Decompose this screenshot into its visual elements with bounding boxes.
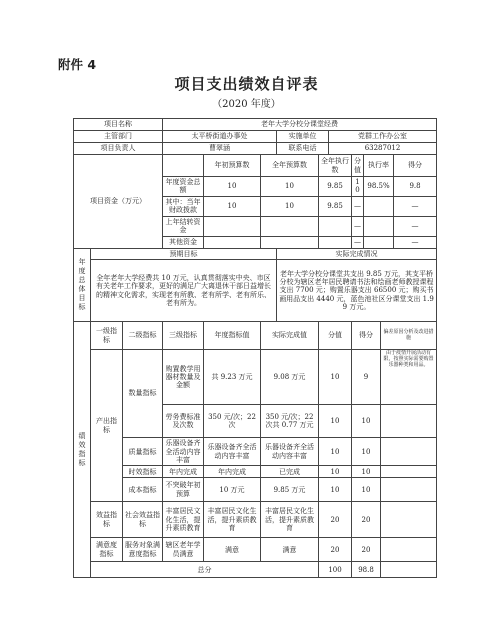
funds-row-exec: 9.85 <box>319 196 352 216</box>
funds-row-name: 其中：当年财政拨款 <box>163 196 204 216</box>
row-project-name <box>74 119 437 131</box>
total-value: 100 <box>319 562 352 578</box>
perf-deviation-blank <box>381 502 437 538</box>
dept-value: 太平桥街道办事处 <box>163 131 277 143</box>
funds-row-name: 年度资金总额 <box>163 177 204 197</box>
perf-social-target: 丰富居民文化生活，提升素质教育 <box>204 502 261 538</box>
perf-header-value: 分值 <box>319 322 352 350</box>
perf-cost-actual: 9.85 万元 <box>261 478 319 502</box>
perf-quality-name: 乐器设备齐全活动内容丰富 <box>163 438 204 466</box>
perf-quality-target: 乐器设备齐全活动内容丰富 <box>204 438 261 466</box>
year-label: （2020 年度） <box>212 99 281 110</box>
row-perf-header <box>74 322 437 350</box>
perf-timeliness-value: 10 <box>319 466 352 478</box>
funds-row-value: — <box>352 236 364 248</box>
goals-actual-label: 实际完成情况 <box>277 248 437 259</box>
perf-timeliness-score: 10 <box>352 466 381 478</box>
perf-header-level3: 三级指标 <box>163 322 204 350</box>
funds-row-exec <box>319 216 352 236</box>
perf-timeliness-target: 年内完成 <box>204 466 261 478</box>
funds-row-value: — <box>352 216 364 236</box>
perf-q2-actual: 350 元/次；22 次共 0.77 万元 <box>261 405 319 438</box>
project-name-value: 老年大学分校分课堂经费 <box>163 119 437 131</box>
perf-cost-score: 10 <box>352 478 381 502</box>
perf-service-actual: 满意 <box>261 538 319 562</box>
funds-row-value: — <box>352 196 364 216</box>
perf-row-quality <box>74 438 437 466</box>
funds-row-year <box>261 216 319 236</box>
perf-cost-name: 不突破年初预算 <box>163 478 204 502</box>
funds-header-value: 分值 <box>352 155 364 177</box>
row-department <box>74 131 437 143</box>
perf-quality-label: 质量指标 <box>123 438 163 466</box>
funds-row-rate: 98.5% <box>364 177 394 197</box>
perf-timeliness-actual: 已完成 <box>261 466 319 478</box>
perf-cost-label: 成本指标 <box>123 478 163 502</box>
perf-q2-target: 350 元/次；22 次 <box>204 405 261 438</box>
perf-social-actual: 丰富居民文化生活，提升素质教育 <box>261 502 319 538</box>
perf-benefit-label: 效益指标 <box>91 502 123 538</box>
funds-label: 项目资金（万元） <box>74 155 163 249</box>
perf-q1-actual: 9.08 万元 <box>261 350 319 405</box>
funds-row-exec: 9.85 <box>319 177 352 197</box>
total-label: 总分 <box>91 562 319 578</box>
row-goals-header <box>74 248 437 259</box>
phone-value: 63287012 <box>329 143 437 155</box>
perf-quality-score: 10 <box>352 438 381 466</box>
perf-q1-target: 共 9.23 万元 <box>204 350 261 405</box>
perf-q1-value: 10 <box>319 350 352 405</box>
perf-deviation-blank <box>381 538 437 562</box>
perf-timeliness-name: 年内完成 <box>163 466 204 478</box>
funds-row-init: 10 <box>204 196 261 216</box>
perf-q2-score: 10 <box>352 405 381 438</box>
funds-row-name: 其他资金 <box>163 236 204 248</box>
funds-header-exec: 全年执行数 <box>319 155 352 177</box>
perf-social-score: 20 <box>352 502 381 538</box>
funds-row-value: 10 <box>352 177 364 197</box>
perf-social-name: 丰富居民文化生活，提升素质教育 <box>163 502 204 538</box>
perf-cost-value: 10 <box>319 478 352 502</box>
perf-quantity-label: 数量指标 <box>123 350 163 438</box>
funds-row-rate <box>364 236 394 248</box>
funds-header-init: 年初预算数 <box>204 155 261 177</box>
perf-header-level2: 二级指标 <box>123 322 163 350</box>
evaluation-table <box>73 118 437 578</box>
perf-header-actual: 实际完成值 <box>261 322 319 350</box>
goals-expected-label: 预期目标 <box>91 248 277 259</box>
row-total <box>74 562 437 578</box>
leader-label: 项目负责人 <box>74 143 163 155</box>
perf-deviation-blank <box>381 438 437 466</box>
project-name-label: 项目名称 <box>74 119 163 131</box>
perf-q2-value: 10 <box>319 405 352 438</box>
funds-row-name: 上年结转资金 <box>163 216 204 236</box>
total-score: 98.8 <box>352 562 381 578</box>
funds-row-year: 10 <box>261 196 319 216</box>
perf-q1-score: 9 <box>352 350 381 405</box>
funds-row-init <box>204 216 261 236</box>
perf-service-value: 20 <box>319 538 352 562</box>
perf-timeliness-label: 时效指标 <box>123 466 163 478</box>
leader-value: 曹翠涵 <box>163 143 277 155</box>
page-title: 项目支出绩效自评表 <box>174 75 319 93</box>
funds-row-year: 10 <box>261 177 319 197</box>
perf-deviation-blank <box>381 466 437 478</box>
perf-social-value: 20 <box>319 502 352 538</box>
row-goals-body <box>74 260 437 322</box>
phone-label: 联系电话 <box>277 143 329 155</box>
row-funds-header <box>74 155 437 177</box>
goals-label: 年度总体目标 <box>74 248 91 321</box>
perf-q1-name: 购置教学用器材数量及金额 <box>163 350 204 405</box>
funds-header-score: 得分 <box>394 155 437 177</box>
funds-row-score: 9.8 <box>394 177 437 197</box>
perf-deviation-blank <box>381 478 437 502</box>
perf-satisfaction-label: 满意度指标 <box>91 538 123 562</box>
funds-row-exec <box>319 236 352 248</box>
perf-row-cost <box>74 478 437 502</box>
funds-row-score: — <box>394 196 437 216</box>
perf-service-label: 服务对象满意度指标 <box>123 538 163 562</box>
impl-value: 党群工作办公室 <box>329 131 437 143</box>
funds-header-blank <box>163 155 204 177</box>
perf-deviation-blank <box>381 405 437 438</box>
row-leader <box>74 143 437 155</box>
funds-row-rate <box>364 196 394 216</box>
perf-row-service <box>74 538 437 562</box>
perf-q2-name: 劳务费标准及次数 <box>163 405 204 438</box>
funds-row-init <box>204 236 261 248</box>
perf-label: 绩效指标 <box>74 322 91 578</box>
funds-header-rate: 执行率 <box>364 155 394 177</box>
perf-header-level1: 一级指标 <box>91 322 123 350</box>
perf-row-timeliness <box>74 466 437 478</box>
funds-row-init: 10 <box>204 177 261 197</box>
funds-row-score: — <box>394 216 437 236</box>
perf-cost-target: 10 万元 <box>204 478 261 502</box>
attachment-label: 附件 4 <box>58 57 97 72</box>
perf-quality-actual: 乐器设备齐全活动内容丰富 <box>261 438 319 466</box>
perf-service-target: 满意 <box>204 538 261 562</box>
dept-label: 主管部门 <box>74 131 163 143</box>
perf-quality-value: 10 <box>319 438 352 466</box>
goals-expected-text: 全年老年大学经费共 10 万元，认真贯彻落实中央、市区有关老年工作要求，更好的满足广大离退休干部日益增长的精神文化需求，实现老有所教、老有所学、老有所乐、老有所为。 <box>91 260 277 322</box>
perf-service-score: 20 <box>352 538 381 562</box>
impl-label: 实施单位 <box>277 131 329 143</box>
total-deviation-blank <box>381 562 437 578</box>
perf-row-social <box>74 502 437 538</box>
funds-row-rate <box>364 216 394 236</box>
funds-row-score: — <box>394 236 437 248</box>
perf-service-name: 辖区老年学员满意 <box>163 538 204 562</box>
perf-row-quantity-1 <box>74 350 437 405</box>
funds-row-year <box>261 236 319 248</box>
perf-output-label: 产出指标 <box>91 350 123 502</box>
perf-header-target: 年度指标值 <box>204 322 261 350</box>
funds-header-year: 全年预算数 <box>261 155 319 177</box>
perf-deviation-note: 由于疫情开展活动有限，按照实际需要购置乐器种类和用品。 <box>381 350 437 405</box>
perf-social-label: 社会效益指标 <box>123 502 163 538</box>
perf-header-deviation: 偏差原因分析及改进措施 <box>381 322 437 350</box>
goals-actual-text: 老年大学分校分课堂共支出 9.85 万元，其支平桥分校为辖区老年居民聘请书法和绘画老师教授课程支出 7700 元；购置乐器支出 66500 元；购买书画用品支出 4440 元，蓝色池社区分课堂支出 1.99 万元。 <box>277 260 437 322</box>
perf-header-score: 得分 <box>352 322 381 350</box>
